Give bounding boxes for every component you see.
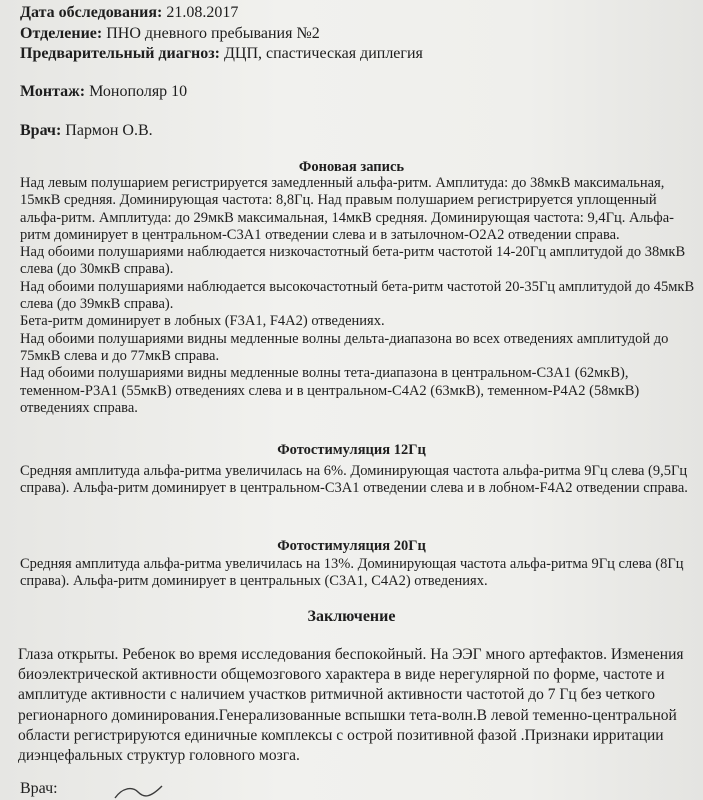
exam-date-label: Дата обследования: — [20, 4, 163, 21]
exam-date-line — [20, 3, 238, 23]
background-paragraph: Над обоими полушариями видны медленные волны дельта-диапазона во всех отведениях амплитудой до 75мкВ слева и до 77мкВ справа. — [20, 330, 669, 364]
diagnosis-line — [20, 44, 423, 64]
signature-icon — [110, 780, 170, 800]
department-line — [20, 24, 320, 44]
background-paragraph: Бета-ритм доминирует в лобных (F3A1, F4A2) отведениях. — [20, 313, 385, 330]
doctor-value: Пармон О.В. — [65, 122, 153, 139]
department-value: ПНО дневного пребывания №2 — [106, 25, 320, 42]
background-paragraph: Над обоими полушариями наблюдается высокочастотный бета-ритм частотой 20-35Гц амплитудой до 45мкВ слева (до 39мкВ справа). — [20, 278, 695, 313]
doctor-label: Врач: — [20, 122, 62, 139]
photostim-20-text — [20, 556, 692, 591]
background-text — [20, 175, 695, 417]
photostim-12-title: Фотостимуляция 12Гц — [277, 442, 426, 458]
conclusion-paragraph: Глаза открыты. Ребенок во время исследования беспокойный. На ЭЭГ много артефактов. Изменения биоэлектрической активности общемозгового характера в виде нерегулярной по форме, частоте и амплитуде активности с наличием участков ритмичной активности частотой до 7 Гц без четкого регионарного доминирования.Генерализованные вспышки тета-волн.В левой теменно-центральной области регистрируются единичные комплексы с острой позитивной фазой .Признаки ирритации диэнцефальных структур головного мозга. — [18, 646, 684, 765]
diagnosis-value: ДЦП, спастическая диплегия — [223, 45, 423, 62]
photostim-12-paragraph: Средняя амплитуда альфа-ритма увеличилась на 6%. Доминирующая частота альфа-ритма 9Гц слева (9,5Гц справа). Альфа-ритм доминирует в центральном-C3A1 отведении слева и в лобном-F4A2 отведении справа. — [20, 463, 688, 497]
conclusion-text — [18, 645, 698, 766]
montage-value: Монополяр 10 — [89, 83, 188, 100]
montage-line — [20, 82, 187, 102]
background-paragraph: Над обоими полушариями видны медленные волны тета-диапазона в центральном-C3A1 (62мкВ), теменном-P3A1 (55мкВ) отведениях слева и в центральном-C4A2 (63мкВ), теменном-P4A2 (58мкВ) отведениях справа. — [20, 365, 640, 416]
conclusion-title: Заключение — [307, 608, 396, 625]
background-paragraph: Над обоими полушариями наблюдается низкочастотный бета-ритм частотой 14-20Гц амплитудой до 38мкВ слева (до 30мкВ справа). — [20, 244, 686, 278]
photostim-12-text — [20, 463, 692, 498]
background-paragraph: Над левым полушарием регистрируется замедленный альфа-ритм. Амплитуда: до 38мкВ максимальная, 15мкВ средняя. Доминирующая частота: 8,8Гц. Над правым полушарием регистрируется уплощенный альфа-ритм. Амплитуда: до 29мкВ максимальная, 14мкВ средняя. Доминирующая частота: 9,4Гц. Альфа-ритм доминирует в центральном-C3A1 отведении слева и в затылочном-O2A2 отведении справа. — [20, 175, 674, 243]
montage-label: Монтаж: — [20, 83, 86, 100]
background-title: Фоновая запись — [298, 159, 405, 175]
exam-date-value: 21.08.2017 — [166, 4, 239, 21]
department-label: Отделение: — [20, 25, 103, 42]
photostim-20-paragraph: Средняя амплитуда альфа-ритма увеличилась на 13%. Доминирующая частота альфа-ритма 9Гц слева (8Гц справа). Альфа-ритм доминирует в центральных (C3A1, C4A2) отведениях. — [20, 556, 684, 590]
diagnosis-label: Предварительный диагноз: — [20, 45, 220, 62]
footer-doctor-label: Врач: — [20, 780, 58, 797]
doctor-line — [20, 121, 153, 141]
photostim-20-title: Фотостимуляция 20Гц — [277, 538, 426, 554]
